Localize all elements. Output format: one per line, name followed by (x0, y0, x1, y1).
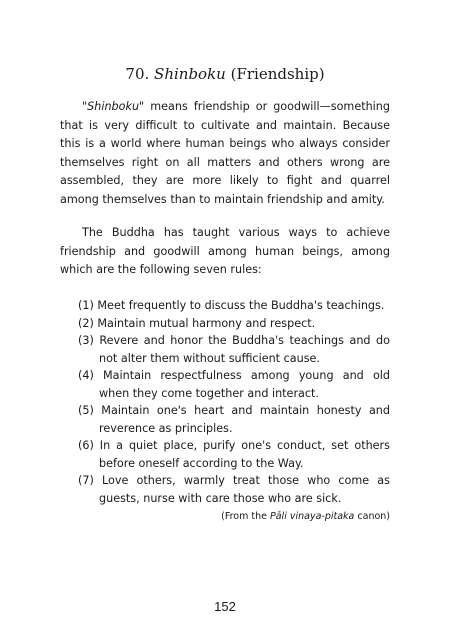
rule-item: (4) Maintain respectfulness among young and old when they come together and interact. (78, 369, 390, 400)
chapter-gloss: (Friendship) (230, 65, 325, 83)
source-suffix: canon) (354, 511, 390, 522)
paragraph-definition-text: means friendship or goodwill—something that is very difficult to cultivate and maintain. Because this is a world where human beings who always consider themselves right on all matters and others wrong are assembled, they are more likely to fight and quarrel among themselves than to maintain friendship and amity. (60, 100, 390, 206)
source-citation (221, 510, 390, 524)
rule-item: (6) In a quiet place, purify one's conduct, set others before oneself according to the Way. (78, 439, 390, 470)
chapter-term: Shinboku (154, 65, 226, 83)
quoted-term: "Shinboku" (82, 100, 145, 113)
document-page (60, 0, 390, 640)
source-work: Pāli vinaya-pitaka (270, 511, 355, 522)
source-prefix: (From the (221, 511, 270, 522)
paragraph-definition (60, 98, 390, 209)
rule-item: (3) Revere and honor the Buddha's teachings and do not alter them without sufficient cause. (78, 334, 390, 365)
rule-item: (2) Maintain mutual harmony and respect. (78, 316, 316, 330)
chapter-title (60, 64, 390, 84)
paragraph-intro: The Buddha has taught various ways to achieve friendship and goodwill among human beings, among which are the following seven rules: (60, 226, 390, 276)
rule-item: (7) Love others, warmly treat those who come as guests, nurse with care those who are sick. (78, 474, 390, 505)
seven-rules-list (78, 297, 390, 507)
page-number: 152 (214, 599, 236, 614)
rule-item: (5) Maintain one's heart and maintain honesty and reverence as principles. (78, 404, 390, 435)
rule-item: (1) Meet frequently to discuss the Buddha's teachings. (78, 299, 385, 312)
chapter-number: 70. (125, 65, 150, 83)
